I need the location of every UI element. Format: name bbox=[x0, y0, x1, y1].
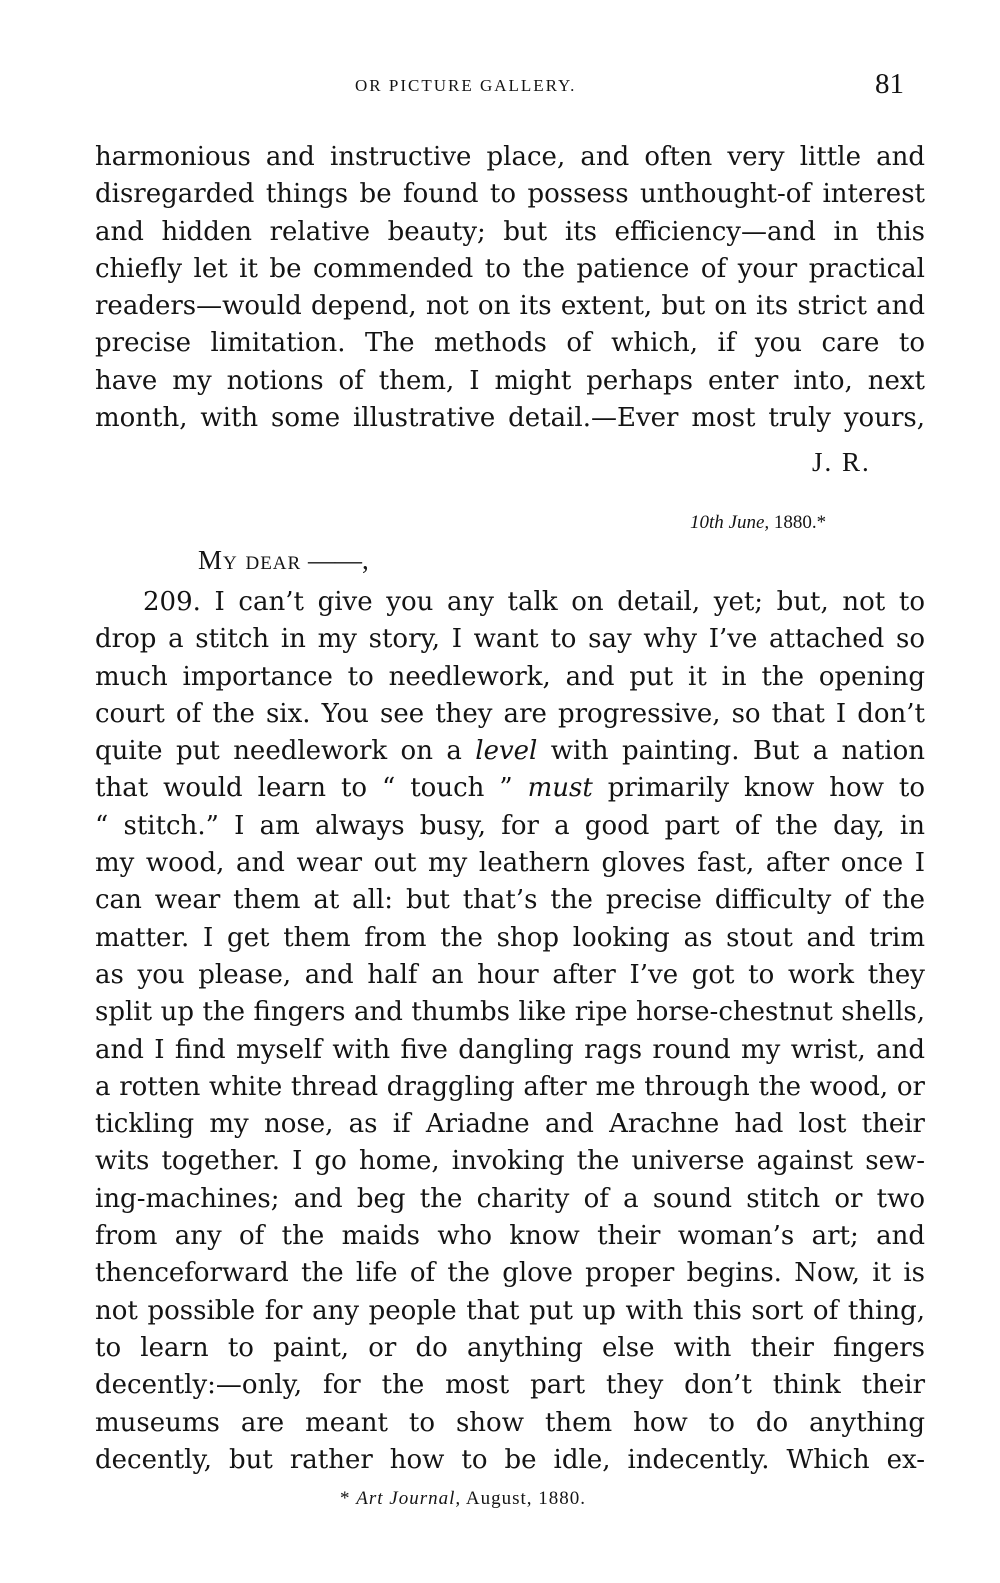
text-run: primarily know how to bbox=[592, 773, 926, 804]
text-line: wits together. I go home, invoking the universe against sew- bbox=[95, 1146, 925, 1177]
text-line: drop a stitch in my story, I want to say why I’ve attached so bbox=[95, 624, 925, 655]
text-line: can wear them at all: but that’s the precise difficulty of the bbox=[95, 885, 925, 916]
text-line: my wood, and wear out my leathern gloves fast, after once I bbox=[95, 848, 925, 879]
text-run: quite put needlework on a bbox=[95, 736, 462, 767]
footnote bbox=[340, 1488, 586, 1510]
text-line: month, with some illustrative detail.—Ever most truly yours, bbox=[95, 403, 925, 434]
page-number: 81 bbox=[875, 68, 904, 100]
paragraph-2 bbox=[95, 584, 925, 1479]
text-line: decently:—only, for the most part they don’t think their bbox=[95, 1370, 925, 1401]
text-line bbox=[95, 770, 925, 807]
text-run: that would learn to “ touch ” bbox=[95, 773, 513, 804]
text-line: a rotten white thread draggling after me through the wood, or bbox=[95, 1071, 925, 1102]
date-year: 1880.* bbox=[769, 512, 827, 533]
text-line: thenceforward the life of the glove proper begins. Now, it is bbox=[95, 1258, 925, 1289]
text-line: court of the six. You see they are progressive, so that I don’t bbox=[95, 698, 925, 729]
text-line: split up the fingers and thumbs like ripe horse-chestnut shells, bbox=[95, 997, 925, 1028]
text-line: tickling my nose, as if Ariadne and Arachne had lost their bbox=[95, 1109, 925, 1140]
text-line: from any of the maids who know their woman’s art; and bbox=[95, 1221, 925, 1252]
signature-initials: J. R. bbox=[812, 447, 871, 477]
text-line: museums are meant to show them how to do anything bbox=[95, 1407, 925, 1438]
text-line: harmonious and instructive place, and often very little and bbox=[95, 142, 925, 172]
footnote-mark: * bbox=[340, 1488, 357, 1509]
text-line: not possible for any people that put up with this sort of thing, bbox=[95, 1295, 925, 1326]
text-line: have my notions of them, I might perhaps enter into, next bbox=[95, 365, 925, 396]
text-run: with painting. But a nation bbox=[537, 736, 926, 767]
text-line: ing-machines; and beg the charity of a sound stitch or two bbox=[95, 1183, 925, 1214]
text-line: 209. I can’t give you any talk on detail, yet; but, not to bbox=[143, 587, 925, 617]
text-line: as you please, and half an hour after I’ve got to work they bbox=[95, 959, 925, 990]
text-line: disregarded things be found to possess unthought-of interest bbox=[95, 179, 925, 210]
text-line: “ stitch.” I am always busy, for a good part of the day, in bbox=[95, 810, 925, 841]
paragraph-1 bbox=[95, 139, 925, 437]
italic-word: level bbox=[475, 736, 538, 767]
text-line: to learn to paint, or do anything else with their fingers bbox=[95, 1332, 925, 1363]
text-line: matter. I get them from the shop looking as stout and trim bbox=[95, 922, 925, 953]
italic-word: must bbox=[527, 773, 593, 804]
text-line: and hidden relative beauty; but its efficiency—and in this bbox=[95, 216, 925, 247]
salutation bbox=[198, 545, 369, 576]
footnote-journal: Art Journal, bbox=[356, 1488, 462, 1509]
text-line: chiefly let it be commended to the patience of your practical bbox=[95, 253, 925, 284]
text-line: and I find myself with five dangling rags round my wrist, and bbox=[95, 1034, 925, 1065]
text-line: readers—would depend, not on its extent, but on its strict and bbox=[95, 291, 925, 322]
footnote-date: August, 1880. bbox=[461, 1488, 586, 1509]
text-line bbox=[95, 733, 925, 770]
text-line: precise limitation. The methods of which, if you care to bbox=[95, 328, 925, 359]
text-line: much importance to needlework, and put it in the opening bbox=[95, 661, 925, 692]
salutation-words: My dear bbox=[198, 545, 302, 575]
salutation-dash: ——, bbox=[301, 545, 369, 575]
text-line: decently, but rather how to be idle, indecently. Which ex- bbox=[95, 1444, 925, 1475]
running-head: OR PICTURE GALLERY. bbox=[355, 76, 577, 95]
letter-date bbox=[690, 512, 826, 534]
date-day: 10th June, bbox=[690, 512, 770, 533]
